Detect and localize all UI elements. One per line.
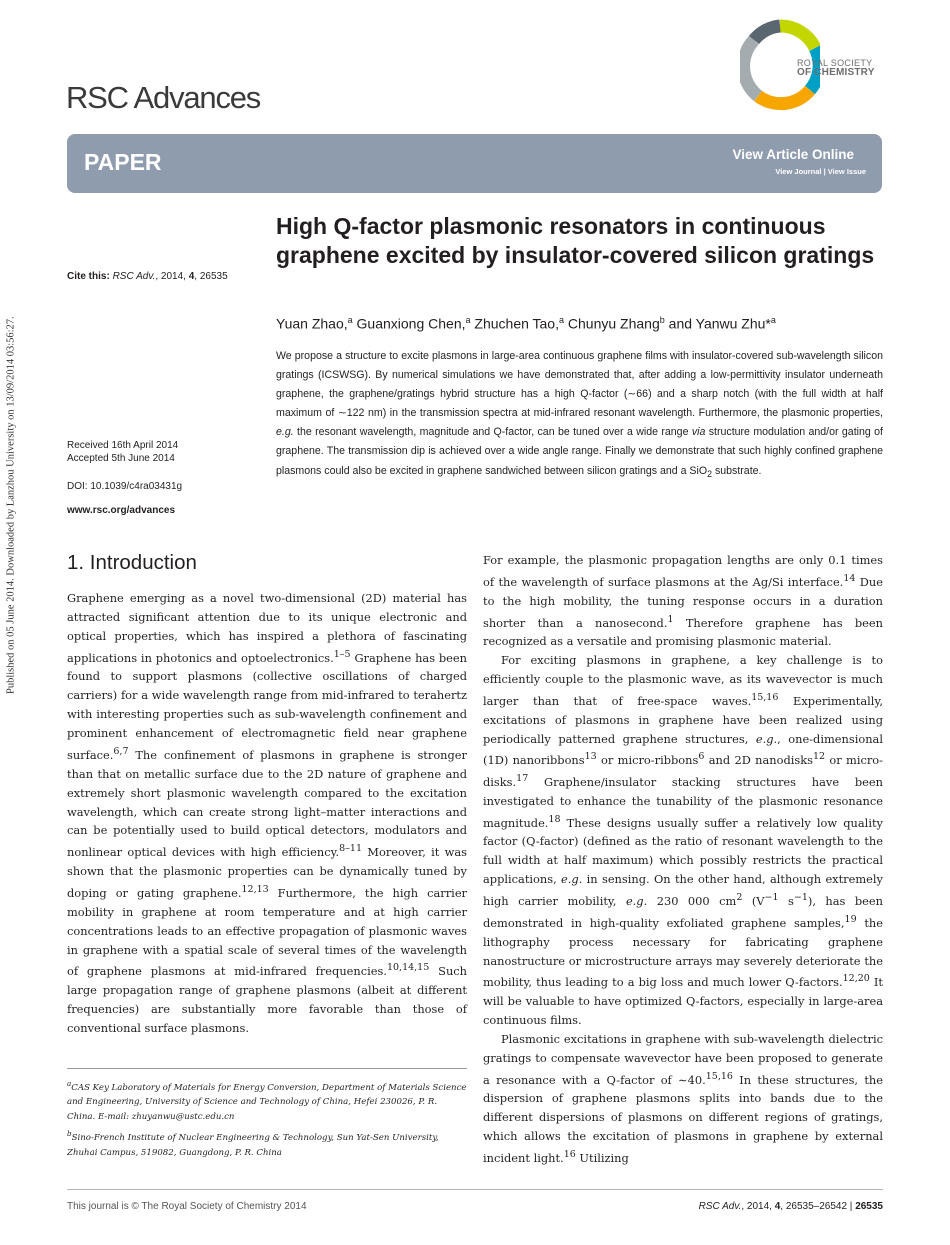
logo-line2: OF CHEMISTRY xyxy=(797,67,875,78)
paragraph-text: Graphene has been found to support plasmons (collective oscillations of charged carriers) for a wide wavelength range from mid-infrared to terahertz with interesting properties such as sub-wavelength confinement and prominent enhancement of electromagnetic field near graphene surface. xyxy=(67,650,467,762)
citation-ref[interactable]: 6,7 xyxy=(113,746,129,758)
view-article-online-link[interactable]: View Article Online xyxy=(732,147,854,162)
footnote-text: Sino-French Institute of Nuclear Engineering & Technology, Sun Yat-Sen University, Zhuhai Campus, 519082, Guangdong, P. R. China xyxy=(67,1133,439,1158)
view-issue-link[interactable]: View Issue xyxy=(827,167,866,176)
rsc-logo xyxy=(740,18,890,118)
citation-ref[interactable]: 15,16 xyxy=(751,691,779,703)
paragraph-text: 230 000 cm xyxy=(647,893,737,908)
paragraph-text: the lithography process necessary for fabricating graphene nanostructure or microstructure arrays may severely deteriorate the mobility, thus leading to a big loss and much lower Q-factors. xyxy=(483,915,883,990)
paragraph-text: s xyxy=(778,893,794,908)
paragraph-text: Therefore graphene has been recognized as a versatile and promising plasmonic material. xyxy=(483,615,883,649)
cite-year: , 2014, xyxy=(155,271,189,282)
superscript: −1 xyxy=(793,892,808,904)
paragraph-text: The confinement of plasmons in graphene is stronger than that on metallic surface due to the 2D nature of graphene and extremely short plasmonic wavelength compared to the excitation wavelength, which can create strong light–matter interactions and can be potentially used to build optical detectors, modulators and nonlinear optical devices with high efficiency. xyxy=(67,747,467,860)
paragraph-text: Graphene emerging as a novel two-dimensional (2D) material has attracted significant attention due to its unique electronic and optical properties, which has inspired a plethora of fascinating applications in photonics and optoelectronics. xyxy=(67,591,467,665)
abstract-eg: e.g. xyxy=(276,426,294,439)
cite-label: Cite this: xyxy=(67,271,113,282)
paragraph-text: Graphene/insulator stacking structures have been investigated to enhance the tunability of the plasmonic resonance magnitude. xyxy=(483,774,883,830)
journal-name: RSC Advances xyxy=(66,80,261,115)
author-affiliation: a xyxy=(347,315,353,325)
citation-ref[interactable]: 12 xyxy=(813,751,826,763)
paragraph-text: Experimentally, excitations of plasmons in graphene have been realized using periodically patterned graphene structures, xyxy=(483,693,883,746)
download-stamp: Published on 05 June 2014. Downloaded by Lanzhou University on 13/09/2014 03:56:27. xyxy=(5,316,17,694)
footer-divider xyxy=(67,1189,883,1190)
article-title: High Q-factor plasmonic resonators in continuous graphene excited by insulator-covered silicon gratings xyxy=(276,213,875,268)
citation-ref[interactable]: 19 xyxy=(844,913,857,925)
article-type: PAPER xyxy=(84,149,162,175)
cite-pages: , 26535 xyxy=(194,271,228,282)
banner-links xyxy=(775,167,866,176)
journal-url[interactable]: www.rsc.org/advances xyxy=(67,505,176,516)
dates xyxy=(67,439,178,465)
citation-ref[interactable]: 6 xyxy=(698,751,705,763)
article-type-banner xyxy=(67,134,882,193)
footer-journal: RSC Adv. xyxy=(698,1201,742,1212)
citation-ref[interactable]: 10,14,15 xyxy=(386,962,430,974)
citation-ref[interactable]: 18 xyxy=(548,813,561,825)
author-affiliation: a xyxy=(770,315,776,325)
paragraph-text: These designs usually suffer a relatively low quality factor (Q-factor) (defined as the ratio of resonant wavelength to the full width at half maximum) which possibly restricts the practical applications, xyxy=(483,815,883,887)
superscript: 2 xyxy=(736,892,743,904)
abstract-text: the resonant wavelength, magnitude and Q-factor, can be tuned over a wide range xyxy=(293,426,692,439)
italic-eg: e.g. xyxy=(755,731,778,746)
author-name: Yuan Zhao, xyxy=(276,315,348,332)
footer-year: , 2014, xyxy=(741,1201,775,1212)
author-name: Zhuchen Tao, xyxy=(470,315,559,332)
cite-journal: RSC Adv. xyxy=(112,271,156,282)
abstract-text: structure modulation and/or gating of graphene. The transmission dip is achieved over a wide angle range. Finally we demonstrate that such highly confined graphene plasmons could also be excited in graphene sandwiched between silicon gratings and a SiO xyxy=(276,426,883,477)
abstract-subscript: 2 xyxy=(707,468,713,479)
footnote-mark: b xyxy=(67,1129,72,1139)
page-number: 26535 xyxy=(855,1201,883,1212)
page-footer xyxy=(699,1201,883,1212)
section-heading-introduction: 1. Introduction xyxy=(67,551,197,574)
citation-ref[interactable]: 1 xyxy=(667,613,674,625)
paragraph-text: and 2D nanodisks xyxy=(704,753,813,768)
accepted-date: Accepted 5th June 2014 xyxy=(67,453,175,464)
received-date: Received 16th April 2014 xyxy=(67,440,179,451)
body-column-left xyxy=(67,589,467,1038)
footnote-text: CAS Key Laboratory of Materials for Energy Conversion, Department of Materials Science and Engineering, University of Science and Technology of China, Hefei 230026, P. R. China. E-mail: zhuyanwu@ustc.edu.cn xyxy=(67,1082,467,1122)
paragraph-text: For example, the plasmonic propagation lengths are only 0.1 times of the wavelength of surface plasmons at the Ag/Si interface. xyxy=(483,553,883,589)
paragraph-text: Such large propagation range of graphene plasmons (albeit at different frequencies) are substantially more favorable than those of conventional surface plasmons. xyxy=(67,964,467,1035)
author-name: and Yanwu Zhu* xyxy=(664,315,771,332)
citation-ref[interactable]: 12,13 xyxy=(241,883,269,895)
abstract xyxy=(276,347,883,484)
paragraph-text: in sensing. On the other hand, although extremely high carrier mobility, xyxy=(483,872,883,908)
citation-ref[interactable]: 14 xyxy=(843,572,856,584)
author-name: Guanxiong Chen, xyxy=(352,315,466,332)
author-list xyxy=(276,315,886,332)
author-affiliation: a xyxy=(559,315,565,325)
paragraph-text: ), has been demonstrated in high-quality exfoliated graphene samples, xyxy=(483,893,883,930)
footnote-divider xyxy=(67,1068,467,1069)
body-column-right xyxy=(483,551,883,1168)
abstract-text: We propose a structure to excite plasmons in large-area continuous graphene films with insulator-covered sub-wavelength silicon gratings (ICSWSG). By numerical simulations we have demonstrated that, after adding a low-permittivity insulator underneath graphene, the graphene/gratings hybrid structure has a high Q-factor (∼66) and a sharp notch (with the full width at half maximum of ∼122 nm) in the transmission spectra at mid-infrared resonant wavelength. Furthermore, the plasmonic properties, xyxy=(276,350,883,420)
logo-line1: ROYAL SOCIETY xyxy=(797,58,873,68)
italic-eg: e.g. xyxy=(625,893,648,908)
banner-link-separator: | xyxy=(821,167,828,176)
abstract-text: substrate. xyxy=(712,464,762,477)
paragraph xyxy=(483,1030,883,1168)
cite-volume: 4 xyxy=(188,271,195,282)
paragraph xyxy=(483,651,883,1030)
citation-ref[interactable]: 1–5 xyxy=(333,648,351,660)
citation-ref[interactable]: 12,20 xyxy=(842,973,870,985)
paragraph-text: Moreover, it was shown that the plasmonic properties can be dynamically tuned by doping or gating graphene. xyxy=(67,845,467,900)
author-affiliation: a xyxy=(465,315,471,325)
footer-volume: 4 xyxy=(774,1201,781,1212)
paragraph-text: (V xyxy=(742,893,765,908)
footnote-a xyxy=(67,1077,467,1124)
footnote-mark: a xyxy=(67,1079,72,1088)
doi[interactable]: DOI: 10.1039/c4ra03431g xyxy=(67,481,183,492)
paragraph-text: Plasmonic excitations in graphene with sub-wavelength dielectric gratings to compensate wavevector have been proposed to generate a resonance with a Q-factor of ∼40. xyxy=(483,1031,883,1087)
citation-ref[interactable]: 8–11 xyxy=(339,843,363,855)
paragraph-text: , one-dimensional (1D) nanoribbons xyxy=(483,731,883,768)
paragraph xyxy=(67,589,467,1038)
citation-ref[interactable]: 17 xyxy=(516,773,529,785)
superscript: −1 xyxy=(764,892,779,904)
paragraph-text: Furthermore, the high carrier mobility in graphene at room temperature and at high carrier concentrations leads to an effective propagation of plasmonic waves in graphene with a spatial scale of several times of the wavelength of graphene plasmons at mid-infrared frequencies. xyxy=(67,885,467,979)
paragraph-text: or micro-disks. xyxy=(483,753,884,789)
copyright-footer: This journal is © The Royal Society of Chemistry 2014 xyxy=(67,1201,307,1212)
author-name: Chunyu Zhang xyxy=(564,315,660,332)
footnote-b xyxy=(67,1127,467,1160)
paragraph-text: Utilizing xyxy=(575,1150,629,1165)
paragraph-text: In these structures, the dispersion of graphene plasmons splits into bands due to the different dispersions of plasmons on different regions of gratings, which allows the excitation of plasmons in graphene by external incident light. xyxy=(483,1072,883,1165)
affiliation-footnotes xyxy=(67,1077,467,1163)
paragraph-text: It will be valuable to have optimized Q-factors, especially in large-area continuous films. xyxy=(483,975,883,1028)
citation-ref[interactable]: 13 xyxy=(584,751,597,763)
footer-pages: , 26535–26542 | xyxy=(780,1201,856,1212)
italic-eg: e.g. xyxy=(561,872,583,887)
citation-ref[interactable]: 15,16 xyxy=(705,1070,733,1082)
paragraph-text: or micro-ribbons xyxy=(596,753,699,768)
author-affiliation: b xyxy=(659,315,665,325)
citation-ref[interactable]: 16 xyxy=(563,1149,576,1161)
abstract-via: via xyxy=(691,426,706,439)
paragraph xyxy=(483,551,883,651)
view-journal-link[interactable]: View Journal xyxy=(775,167,822,176)
citation xyxy=(67,270,228,283)
paragraph-text: Due to the high mobility, the tuning response occurs in a duration shorter than a nanosecond. xyxy=(483,574,883,630)
paragraph-text: For exciting plasmons in graphene, a key challenge is to efficiently couple to the plasmonic wave, as its wavevector is much larger than that of free-space waves. xyxy=(483,653,883,708)
